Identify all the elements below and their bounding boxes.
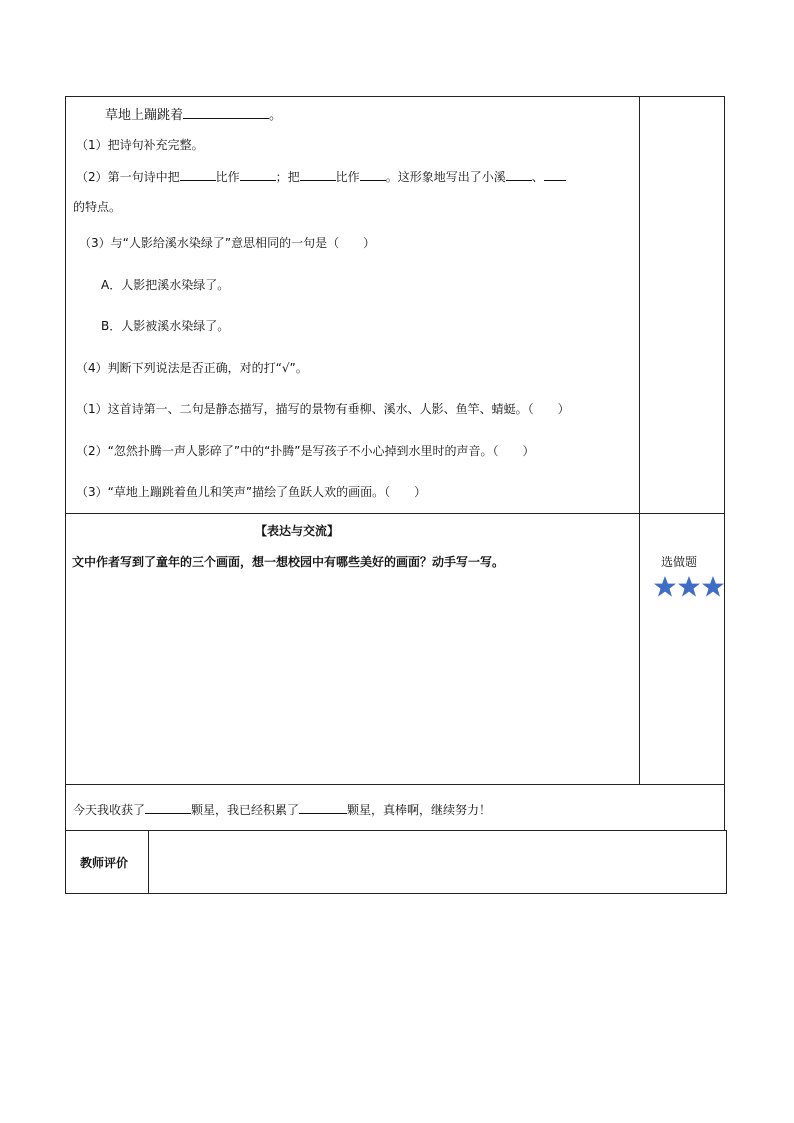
q2-text-f: 、 xyxy=(531,170,544,184)
q2-text-e: 。这形象地写出了小溪 xyxy=(385,170,506,184)
writing-area[interactable] xyxy=(72,574,632,778)
q2-blank-3[interactable] xyxy=(300,168,336,181)
table-border-right xyxy=(724,96,725,831)
poem-line xyxy=(105,106,282,124)
poem-line-end: 。 xyxy=(269,108,283,123)
question-3-option-a[interactable]: A．人影把溪水染绿了。 xyxy=(101,278,230,292)
table-border-bottom xyxy=(65,893,727,894)
question-3-option-b[interactable]: B．人影被溪水染绿了。 xyxy=(101,319,230,333)
question-4-stem: （4）判断下列说法是否正确，对的打“√”。 xyxy=(76,361,308,375)
q2-text-b: 比作 xyxy=(215,170,240,184)
q2-text-c: ；把 xyxy=(275,170,300,184)
summary-line xyxy=(73,801,491,818)
q2-text-d: 比作 xyxy=(335,170,360,184)
star-icon-3 xyxy=(701,575,725,598)
q2-blank-5[interactable] xyxy=(506,168,532,181)
q2-blank-2[interactable] xyxy=(240,168,276,181)
question-2 xyxy=(76,168,566,185)
q2-text-a: （2）第一句诗中把 xyxy=(76,170,180,184)
side-column-divider xyxy=(639,96,640,785)
table-border-top xyxy=(65,96,724,97)
star-icon-1 xyxy=(653,575,677,598)
q2-blank-6[interactable] xyxy=(544,168,566,181)
poem-answer-blank[interactable] xyxy=(183,106,269,119)
row-divider-3 xyxy=(65,830,726,831)
teacher-box-right xyxy=(726,830,727,894)
star-icon-2 xyxy=(677,575,701,598)
optional-label: 选做题 xyxy=(661,555,698,569)
stars-today-blank[interactable] xyxy=(145,801,191,814)
q2-blank-1[interactable] xyxy=(180,168,216,181)
section-title: 【表达与交流】 xyxy=(255,524,340,538)
stars-total-blank[interactable] xyxy=(299,801,347,814)
summary-text-c: 颗星，真棒啊，继续努力！ xyxy=(347,803,492,817)
teacher-label-divider xyxy=(148,830,149,894)
q2-blank-4[interactable] xyxy=(360,168,386,181)
row-divider-2 xyxy=(65,784,724,785)
summary-text-b: 颗星，我已经积累了 xyxy=(191,803,300,817)
judgement-item-1: （1）这首诗第一、二句是静态描写，描写的景物有垂柳、溪水、人影、鱼竿、蜻蜓。（ ） xyxy=(76,402,570,416)
teacher-evaluation-area[interactable] xyxy=(150,832,724,892)
row-divider-1 xyxy=(65,513,724,514)
question-1: （1）把诗句补充完整。 xyxy=(76,138,204,152)
question-2-tail: 的特点。 xyxy=(73,200,122,214)
judgement-item-2: （2）“忽然扑腾一声人影碎了”中的“扑腾”是写孩子不小心掉到水里时的声音。（ ） xyxy=(76,444,535,458)
judgement-item-3: （3）“草地上蹦跳着鱼儿和笑声”描绘了鱼跃人欢的画面。（ ） xyxy=(76,485,427,499)
table-border-left xyxy=(65,96,66,894)
writing-prompt: 文中作者写到了童年的三个画面，想一想校园中有哪些美好的画面？动手写一写。 xyxy=(72,555,505,569)
teacher-evaluation-label: 教师评价 xyxy=(80,856,129,870)
poem-line-text: 草地上蹦跳着 xyxy=(105,108,184,123)
question-3-stem: （3）与“人影给溪水染绿了”意思相同的一句是（ ） xyxy=(79,236,376,250)
summary-text-a: 今天我收获了 xyxy=(73,803,146,817)
